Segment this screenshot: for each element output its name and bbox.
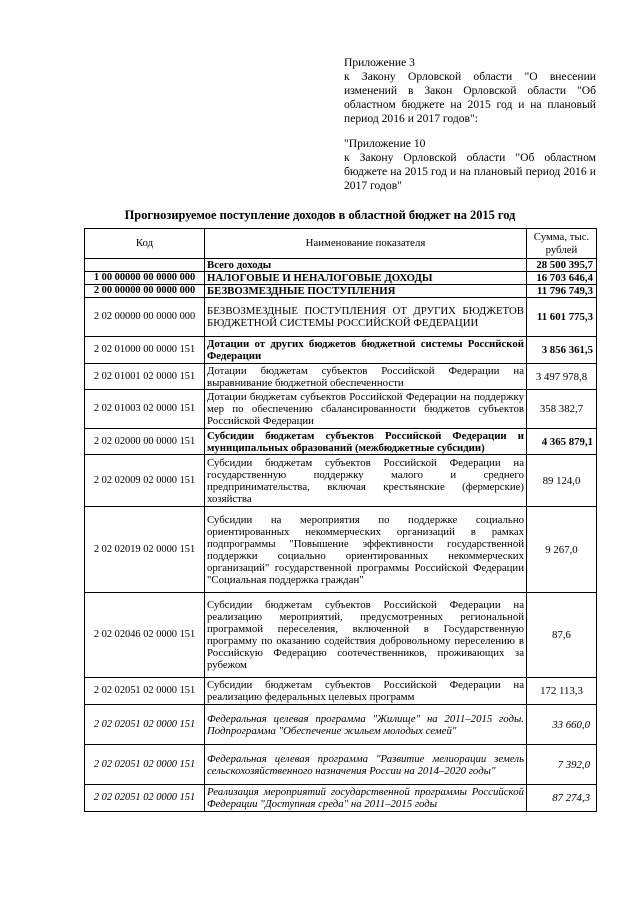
row-amount: 89 124,0 bbox=[527, 455, 597, 507]
row-name: Всего доходы bbox=[205, 259, 527, 272]
annex-10-reference: к Закону Орловской области "Об областном бюджете на 2015 год и на плановый период 2016 и 2017 годов" bbox=[344, 151, 596, 192]
header-code: Код bbox=[85, 229, 205, 259]
row-code: 2 02 02009 02 0000 151 bbox=[85, 455, 205, 507]
row-name: Федеральная целевая программа "Жилище" на 2011–2015 годы. Подпрограмма "Обеспечение жильем молодых семей" bbox=[205, 705, 527, 745]
row-name: Субсидии бюджетам субъектов Российской Федерации и муниципальных образований (межбюджетные субсидии) bbox=[205, 429, 527, 455]
row-name: Дотации бюджетам субъектов Российской Федерации на поддержку мер по обеспечению сбалансированности бюджетов субъектов Российской Федерации bbox=[205, 390, 527, 429]
annex-3-header bbox=[344, 56, 596, 126]
row-code: 2 02 02051 02 0000 151 bbox=[85, 745, 205, 785]
row-code: 2 02 02051 02 0000 151 bbox=[85, 785, 205, 812]
row-name: БЕЗВОЗМЕЗДНЫЕ ПОСТУПЛЕНИЯ ОТ ДРУГИХ БЮДЖЕТОВ БЮДЖЕТНОЙ СИСТЕМЫ РОССИЙСКОЙ ФЕДЕРАЦИИ bbox=[205, 298, 527, 337]
table-row bbox=[85, 259, 597, 272]
table-row bbox=[85, 298, 597, 337]
row-code: 2 02 00000 00 0000 000 bbox=[85, 298, 205, 337]
document-title: Прогнозируемое поступление доходов в областной бюджет на 2015 год bbox=[124, 208, 516, 222]
row-amount: 3 856 361,5 bbox=[527, 337, 597, 364]
table-row bbox=[85, 593, 597, 678]
row-code: 2 02 01003 02 0000 151 bbox=[85, 390, 205, 429]
row-amount: 87 274,3 bbox=[527, 785, 597, 812]
row-amount: 3 497 978,8 bbox=[527, 364, 597, 390]
row-amount: 87,6 bbox=[527, 593, 597, 678]
row-amount: 33 660,0 bbox=[527, 705, 597, 745]
row-code: 2 02 02000 00 0000 151 bbox=[85, 429, 205, 455]
row-code: 2 02 01001 02 0000 151 bbox=[85, 364, 205, 390]
table-row bbox=[85, 337, 597, 364]
header-name: Наименование показателя bbox=[205, 229, 527, 259]
row-amount: 11 796 749,3 bbox=[527, 285, 597, 298]
row-amount: 7 392,0 bbox=[527, 745, 597, 785]
row-name: Федеральная целевая программа "Развитие мелиорации земель сельскохозяйственного назначения России на 2014–2020 годы" bbox=[205, 745, 527, 785]
row-amount: 358 382,7 bbox=[527, 390, 597, 429]
row-amount: 16 703 646,4 bbox=[527, 272, 597, 285]
annex-10-label: "Приложение 10 bbox=[344, 137, 426, 150]
table-row bbox=[85, 455, 597, 507]
table-row bbox=[85, 678, 597, 705]
row-name: Субсидии бюджетам субъектов Российской Федерации на реализацию федеральных целевых программ bbox=[205, 678, 527, 705]
row-code: 2 02 02051 02 0000 151 bbox=[85, 705, 205, 745]
table-row bbox=[85, 745, 597, 785]
table-row bbox=[85, 785, 597, 812]
row-code: 2 02 02046 02 0000 151 bbox=[85, 593, 205, 678]
revenue-table bbox=[84, 228, 597, 812]
row-code: 1 00 00000 00 0000 000 bbox=[85, 272, 205, 285]
row-name: Субсидии бюджетам субъектов Российской Федерации на реализацию мероприятий, предусмотренных региональной программой переселения, включенной в Государственную программу по оказанию содействия добровольному переселению в Российскую Федерацию соотечественников, проживающих за рубежом bbox=[205, 593, 527, 678]
row-name: Дотации бюджетам субъектов Российской Федерации на выравнивание бюджетной обеспеченности bbox=[205, 364, 527, 390]
row-name: БЕЗВОЗМЕЗДНЫЕ ПОСТУПЛЕНИЯ bbox=[205, 285, 527, 298]
table-row bbox=[85, 507, 597, 593]
row-amount: 28 500 395,7 bbox=[527, 259, 597, 272]
row-name: Субсидии бюджетам субъектов Российской Федерации на государственную поддержку малого и среднего предпринимательства, включая крестьянские (фермерские) хозяйства bbox=[205, 455, 527, 507]
row-name: Реализация мероприятий государственной программы Российской Федерации "Доступная среда" на 2011–2015 годы bbox=[205, 785, 527, 812]
row-name: Дотации от других бюджетов бюджетной системы Российской Федерации bbox=[205, 337, 527, 364]
annex-3-label: Приложение 3 bbox=[344, 56, 415, 69]
annex-10-header bbox=[344, 137, 596, 193]
row-amount: 11 601 775,3 bbox=[527, 298, 597, 337]
table-row bbox=[85, 272, 597, 285]
row-amount: 4 365 879,1 bbox=[527, 429, 597, 455]
annex-3-reference: к Закону Орловской области "О внесении изменений в Закон Орловской области "Об областном бюджете на 2015 год и на плановый период 2016 и 2017 годов": bbox=[344, 70, 596, 125]
table-header-row bbox=[85, 229, 597, 259]
row-code: 2 02 02051 02 0000 151 bbox=[85, 678, 205, 705]
row-code: 2 00 00000 00 0000 000 bbox=[85, 285, 205, 298]
row-code: 2 02 01000 00 0000 151 bbox=[85, 337, 205, 364]
table-row bbox=[85, 429, 597, 455]
row-name: Субсидии на мероприятия по поддержке социально ориентированных некоммерческих организаций в рамках подпрограммы "Повышение эффективности государственной поддержки социально ориентированных некоммерческих организаций" государственной программы Российской Федерации "Социальная поддержка граждан" bbox=[205, 507, 527, 593]
row-code: 2 02 02019 02 0000 151 bbox=[85, 507, 205, 593]
header-amount: Сумма, тыс. рублей bbox=[527, 229, 597, 259]
row-amount: 9 267,0 bbox=[527, 507, 597, 593]
table-row bbox=[85, 390, 597, 429]
table-row bbox=[85, 285, 597, 298]
row-name: НАЛОГОВЫЕ И НЕНАЛОГОВЫЕ ДОХОДЫ bbox=[205, 272, 527, 285]
table-row bbox=[85, 364, 597, 390]
table-row bbox=[85, 705, 597, 745]
row-amount: 172 113,3 bbox=[527, 678, 597, 705]
row-code bbox=[85, 259, 205, 272]
